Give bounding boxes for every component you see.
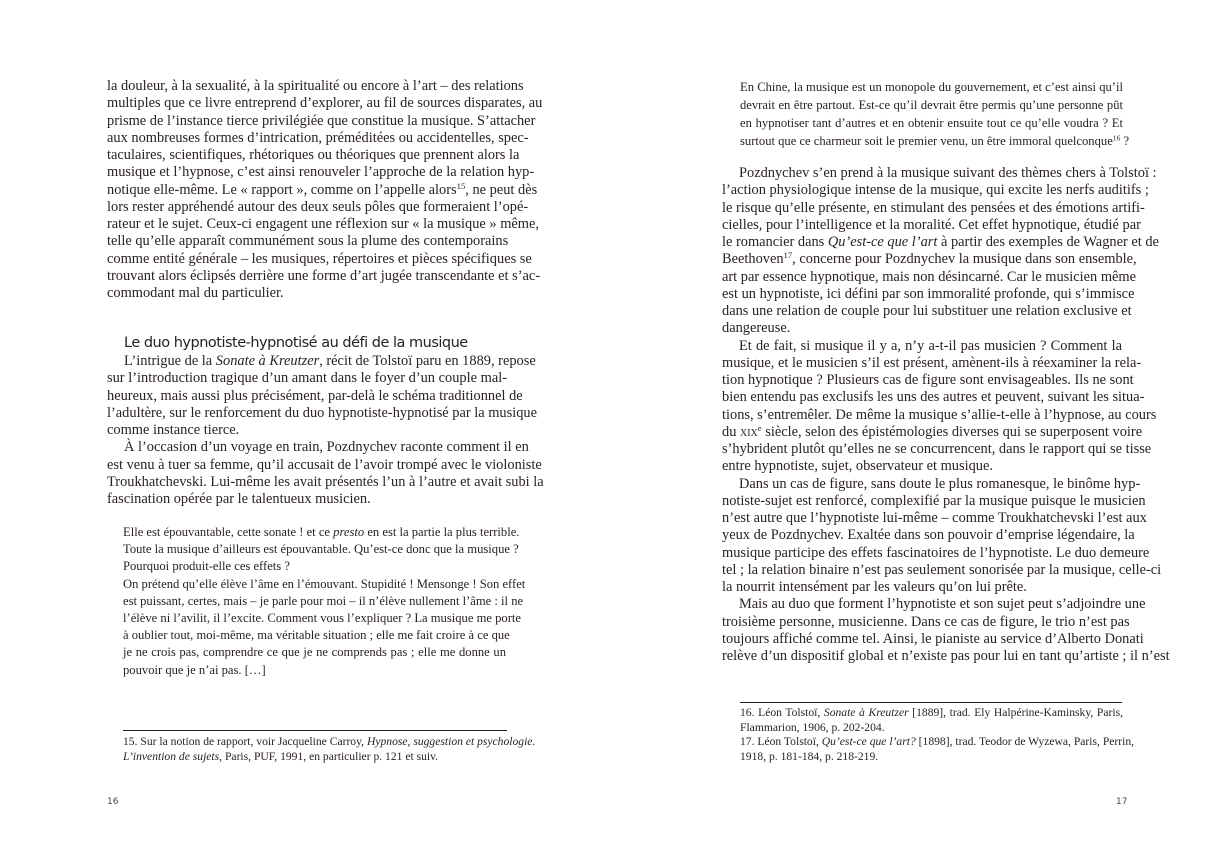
text-run: art par essence hypnotique, mais non désincarné. Car le musicien même	[722, 268, 1136, 285]
text-run: [1898], trad. Teodor de Wyzewa, Paris, Perrin,	[915, 735, 1135, 749]
text-run: ?	[1120, 134, 1130, 148]
text-line	[123, 735, 536, 750]
text-run: Dans un cas de figure, sans doute le plus romanesque, le binôme hyp-	[739, 475, 1141, 492]
text-run: à partir des exemples de Wagner et de	[937, 234, 1159, 250]
text-run: L’intrigue de la	[124, 353, 216, 369]
text-run: siècle, selon des épistémologies diverses qui se superposent voire	[761, 423, 1143, 440]
text-run: heureux, mais aussi plus précisément, par-delà le schéma traditionnel de	[107, 387, 523, 404]
text-line	[107, 250, 532, 268]
text-run: pouvoir que je n’ai pas. […]	[123, 662, 266, 677]
text-run: bien entendu pas exclusifs les uns des autres et peuvent, suivant les situa-	[722, 389, 1145, 406]
text-line	[740, 78, 1123, 96]
text-run: la douleur, à la sexualité, à la spiritualité ou encore à l’art – des relations	[107, 78, 524, 94]
text-run: Pourquoi produit-elle ces effets ?	[123, 559, 290, 574]
text-run: dans une relation de couple pour lui substituer une relation exclusive et	[722, 303, 1132, 319]
text-line	[107, 112, 536, 130]
paragraph	[107, 353, 537, 439]
text-run: Toute la musique d’ailleurs est épouvantable. Qu’est-ce donc que la musique ?	[123, 542, 519, 557]
paragraph	[123, 524, 520, 576]
paragraph	[107, 78, 543, 302]
text-line	[107, 387, 523, 405]
paragraph	[123, 735, 536, 764]
text-run: rateur et le sujet. Ceux-ci engagent une réflexion sur « la musique » même,	[107, 216, 539, 232]
text-line	[722, 216, 1141, 234]
text-run: troisième personne, musicienne. Dans ce cas de figure, le trio n’est pas	[722, 613, 1130, 630]
text-line	[722, 354, 1142, 372]
text-line	[722, 372, 1134, 389]
text-run: est venu à tuer sa femme, qu’il accusait de l’avoir trompé avec le violoniste	[107, 456, 542, 473]
text-run: , ne peut dès	[465, 181, 538, 198]
text-run: l’adultère, sur le renforcement du duo hypnotiste-hypnotisé par la musique	[107, 404, 537, 421]
text-run: notiste-sujet est renforcé, complexifié par la musique puisque le musicien	[722, 492, 1146, 509]
paragraph	[123, 576, 526, 679]
text-run: telle qu’elle apparaît communément sous la plume des contemporains	[107, 233, 509, 250]
text-line	[722, 613, 1130, 631]
text-line	[107, 404, 537, 422]
text-run: surtout que ce charmeur soit le premier venu, un être immoral quelconque	[740, 134, 1113, 148]
text-run: 16. Léon Tolstoï,	[740, 706, 824, 719]
text-run: 1918, p. 181-184, p. 218-219.	[740, 750, 879, 764]
text-line	[740, 706, 1123, 721]
text-line	[740, 132, 1130, 150]
text-run: l’élève ni l’avilit, il l’excite. Comment vous l’expliquer ? La musique me porte	[123, 611, 521, 626]
text-line	[123, 558, 506, 575]
text-line	[722, 630, 1144, 648]
text-line	[107, 491, 507, 508]
text-line	[107, 78, 524, 95]
text-run: le risque qu’elle présente, en stimulant des pensées et des émotions artifi-	[722, 199, 1145, 216]
text-run: dangereuse.	[722, 320, 791, 337]
text-line	[722, 406, 1157, 424]
text-run: s’hybrident plutôt qu’elles ne se concurrencent, dans le rapport qui se tisse	[722, 441, 1152, 457]
text-run: en est la partie la plus terrible.	[364, 525, 520, 539]
text-line	[107, 216, 539, 233]
text-run: , concerne pour Pozdnychev la musique dans son ensemble,	[792, 251, 1137, 268]
text-line	[123, 576, 526, 593]
text-run: musique et l’hypnose, c’est ainsi renouveler l’approche de la relation hyp-	[107, 164, 535, 181]
footnotes	[740, 706, 1135, 765]
paragraph	[722, 337, 1157, 476]
body-text-section	[107, 353, 544, 508]
text-run: l’action physiologique intense de la musique, qui excite les nerfs auditifs ;	[722, 182, 1149, 199]
text-line	[107, 422, 507, 439]
text-line	[722, 561, 1162, 579]
text-run: tions, s’entremêler. De même la musique s’allie-t-elle à l’hypnose, au cours	[722, 406, 1157, 423]
paragraph	[740, 706, 1123, 735]
text-line	[107, 129, 529, 147]
footnote-ref: 17	[783, 250, 793, 261]
text-run: à oublier tout, moi-même, ma véritable situation ; elle me fait croire à ce que	[123, 628, 510, 643]
text-run: aux nombreuses formes d’intrication, préméditées ou accidentelles, spec-	[107, 129, 529, 146]
text-run: taculaires, scientifiques, rhétoriques ou théoriques que prennent alors la	[107, 147, 520, 163]
text-run: Troukhatchevski. Lui-même les avait présentés l’un à l’autre et avait subi la	[107, 473, 544, 490]
text-line	[123, 750, 506, 765]
body-text-top	[107, 78, 543, 302]
footnote-ref: e	[757, 422, 762, 433]
text-run: musique, et le musicien s’il est présent, amènent-ils à réexaminer la rela-	[722, 354, 1142, 371]
italic-title: Qu’est-ce que l’art	[827, 234, 938, 250]
text-run: Beethoven	[722, 251, 784, 268]
footnotes	[123, 735, 536, 764]
text-line	[722, 268, 1136, 286]
text-line	[722, 303, 1132, 320]
text-line	[123, 662, 506, 679]
text-line	[123, 593, 524, 610]
italic-title: Qu’est-ce que l’art?	[821, 735, 916, 749]
text-run: fascination opérée par le talentueux musicien.	[107, 491, 371, 507]
paragraph	[722, 596, 1170, 665]
text-run: est un hypnotiste, ici défini par son immoralité profonde, qui s’immisce	[722, 285, 1135, 302]
text-line	[107, 267, 541, 285]
footnote-ref: 15	[456, 180, 466, 191]
page-number: 17	[1116, 797, 1128, 807]
text-line	[107, 147, 520, 164]
text-run: je ne crois pas, comprendre ce que je ne comprends pas ; elle me donne un	[123, 645, 506, 660]
text-line	[123, 541, 519, 558]
text-line	[123, 610, 521, 627]
text-line	[722, 250, 1137, 268]
paragraph	[722, 165, 1159, 338]
text-line	[107, 164, 535, 181]
text-line	[722, 389, 1145, 406]
text-run: prisme de l’instance tierce privilégiée que constitue la musique. S’attacher	[107, 112, 536, 129]
text-run: On prétend qu’elle élève l’âme en l’émouvant. Stupidité ! Mensonge ! Son effet	[123, 576, 526, 591]
italic-title: Sonate à Kreutzer	[823, 706, 909, 719]
text-run: relève d’un dispositif global et n’existe pas pour lui en tant qu’artiste ; il n’est	[722, 648, 1170, 664]
text-run: , Paris, PUF, 1991, en particulier p. 121 et suiv.	[219, 749, 439, 763]
text-line	[740, 735, 1135, 750]
text-run: n’est autre que l’hypnotiste lui-même – comme Troukhatchevski l’est aux	[722, 510, 1147, 526]
text-run: comme instance tierce.	[107, 422, 240, 438]
small-caps: xix	[740, 423, 758, 440]
text-line	[722, 165, 1157, 182]
text-run: est puissant, certes, mais – je parle pour moi – il n’élève nullement l’âme : il ne	[123, 593, 524, 608]
italic-title: L’invention de sujets	[123, 749, 220, 763]
text-line	[107, 456, 542, 474]
text-run: Flammarion, 1906, p. 202-204.	[740, 720, 885, 734]
text-run: entre hypnotiste, sujet, observateur et musique.	[722, 458, 993, 475]
text-line	[123, 627, 510, 644]
text-line	[722, 475, 1141, 493]
text-line	[722, 320, 1122, 337]
text-run: la nourrit intensément par les valeurs qu’on lui prête.	[722, 579, 1027, 595]
text-line	[722, 579, 1122, 596]
text-run: En Chine, la musique est un monopole du gouvernement, et c’est ainsi qu’il	[740, 80, 1123, 94]
paragraph	[740, 78, 1130, 150]
text-line	[722, 648, 1170, 665]
text-run: multiples que ce livre entreprend d’explorer, au fil de sources disparates, au	[107, 95, 543, 112]
text-run: trouvant alors éclipsés derrière une forme d’art jugée transcendante et s’ac-	[107, 267, 541, 284]
italic-title: Sonate à Kreutzer	[215, 353, 320, 369]
text-run: À l’occasion d’un voyage en train, Pozdnychev raconte comment il en	[124, 439, 529, 456]
text-run: 15. Sur la notion de rapport, voir Jacqueline Carroy,	[123, 735, 367, 748]
text-line	[123, 524, 520, 541]
text-line	[722, 527, 1135, 544]
text-line	[107, 439, 529, 456]
text-run: lors rester appréhendé autour des deux seuls pôles que formeraient l’opé-	[107, 198, 529, 215]
text-run: sur l’introduction tragique d’un amant dans le foyer d’un couple mal-	[107, 370, 507, 387]
paragraph	[722, 475, 1162, 597]
text-run: notique elle-même. Le « rapport », comme on l’appelle alors	[107, 181, 457, 198]
text-line	[722, 510, 1147, 527]
text-line	[107, 285, 507, 302]
text-line	[722, 441, 1152, 458]
text-run: devrait en être partout. Est-ce qu’il devrait être permis qu’une personne pût	[740, 98, 1123, 112]
text-line	[722, 492, 1146, 510]
text-run: commodant mal du particulier.	[107, 285, 284, 301]
text-line	[740, 750, 1123, 765]
text-run: tion hypnotique ? Plusieurs cas de figure sont envisageables. Ils ne sont	[722, 372, 1134, 388]
text-line	[722, 285, 1135, 303]
text-run: en hypnotiser tant d’autres et en obtenir ensuite tout ce qu’elle voudra ? Et	[740, 116, 1123, 130]
text-line	[722, 338, 1122, 355]
section-heading: Le duo hypnotiste-hypnotisé au défi de la musique	[124, 335, 468, 351]
text-line	[740, 721, 1123, 736]
page-number: 16	[107, 797, 119, 807]
footnote-rule	[740, 702, 1122, 703]
text-line	[722, 458, 1122, 475]
text-line	[107, 198, 529, 216]
text-line	[722, 596, 1146, 613]
text-run: Pozdnychev s’en prend à la musique suivant des thèmes chers à Tolstoï :	[739, 165, 1157, 181]
text-run: musique participe des effets fascinatoires de l’hypnotiste. Le duo demeure	[722, 544, 1150, 561]
right-page	[614, 0, 1228, 866]
text-run: toujours affiché comme tel. Ainsi, le pianiste au service d’Alberto Donati	[722, 630, 1144, 647]
text-run: yeux de Pozdnychev. Exaltée dans son pouvoir d’emprise légendaire, la	[722, 527, 1135, 544]
text-line	[107, 353, 536, 370]
text-line	[107, 473, 544, 491]
text-line	[722, 199, 1145, 217]
footnote-rule	[123, 730, 507, 731]
text-line	[722, 544, 1150, 562]
text-line	[107, 233, 507, 250]
text-line	[722, 422, 1143, 441]
block-quote	[740, 78, 1130, 150]
italic-title: Hypnose, suggestion et psychologie.	[366, 735, 536, 748]
text-line	[740, 96, 1123, 114]
footnote-ref: 16	[1112, 133, 1121, 143]
text-run: 17. Léon Tolstoï,	[740, 735, 822, 749]
text-run: le romancier dans	[722, 234, 828, 250]
text-run: [1889], trad. Ely Halpérine-Kaminsky, Paris,	[908, 706, 1123, 719]
text-line	[107, 180, 538, 199]
text-run: comme entité générale – les musiques, répertoires et pièces spécifiques se	[107, 250, 532, 267]
text-line	[107, 370, 507, 387]
paragraph	[107, 439, 544, 508]
text-line	[722, 234, 1159, 251]
text-run: Et de fait, si musique il y a, n’y a-t-il pas musicien ? Comment la	[739, 337, 1122, 354]
text-run: tel ; la relation binaire n’est pas seulement sonorisée par la musique, celle-ci	[722, 561, 1162, 578]
text-run: cielles, pour l’intelligence et la moralité. Cet effet hypnotique, étudié par	[722, 216, 1141, 233]
text-line	[123, 644, 506, 661]
block-quote	[123, 524, 526, 679]
text-line	[740, 114, 1123, 132]
text-run: Elle est épouvantable, cette sonate ! et ce	[123, 525, 334, 539]
text-run: Mais au duo que forment l’hypnotiste et son sujet peut s’adjoindre une	[739, 596, 1146, 613]
text-run: , récit de Tolstoï paru en 1889, repose	[319, 353, 536, 369]
text-run: du	[722, 423, 740, 440]
body-text	[722, 165, 1170, 665]
text-line	[722, 182, 1149, 199]
text-line	[107, 95, 543, 112]
paragraph	[740, 735, 1135, 764]
italic-title: presto	[333, 525, 365, 539]
